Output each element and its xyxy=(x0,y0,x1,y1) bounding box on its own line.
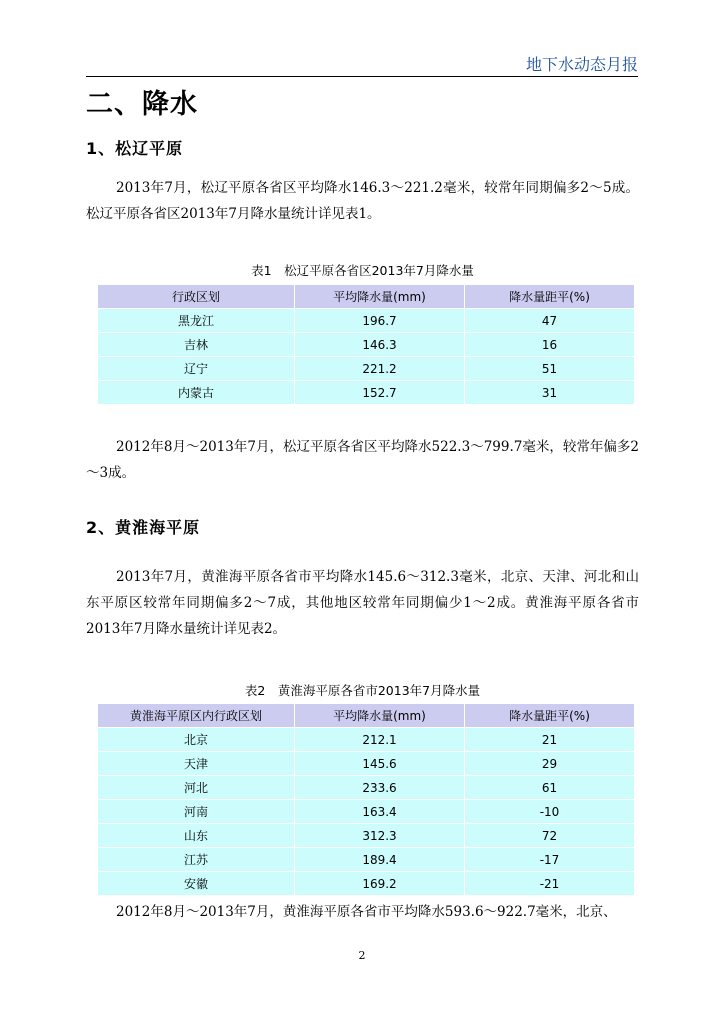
table-cell: 29 xyxy=(465,752,635,776)
table-cell: 山东 xyxy=(98,824,295,848)
table-cell: 233.6 xyxy=(295,776,465,800)
paragraph-huanghuaihai-annual: 2012年8月～2013年7月，黄淮海平原各省市平均降水593.6～922.7毫米，北京、 xyxy=(116,904,617,920)
table-cell: 152.7 xyxy=(295,381,465,405)
table-cell: 163.4 xyxy=(295,800,465,824)
paragraph-songliao-july: 2013年7月，松辽平原各省区平均降水146.3～221.2毫米，较常年同期偏多2～5成。松辽平原各省区2013年7月降水量统计详见表1。 xyxy=(86,180,639,222)
table-cell: 145.6 xyxy=(295,752,465,776)
table-cell: 51 xyxy=(465,357,635,381)
table-cell: 47 xyxy=(465,309,635,333)
table-cell: 河南 xyxy=(98,800,295,824)
table-row xyxy=(98,333,635,357)
column-header: 行政区划 xyxy=(98,285,295,309)
table-row xyxy=(98,824,635,848)
page-number: 2 xyxy=(358,949,366,962)
column-header: 降水量距平(%) xyxy=(465,285,635,309)
table-cell: 312.3 xyxy=(295,824,465,848)
table-cell: -21 xyxy=(465,872,635,896)
table-cell: 212.1 xyxy=(295,728,465,752)
table-cell: 江苏 xyxy=(98,848,295,872)
table-cell: 146.3 xyxy=(295,333,465,357)
table1-caption: 表1 松辽平原各省区2013年7月降水量 xyxy=(251,263,474,278)
table-row xyxy=(98,381,635,405)
table-cell: 169.2 xyxy=(295,872,465,896)
table-row xyxy=(98,848,635,872)
table-cell: -10 xyxy=(465,800,635,824)
table-cell: 河北 xyxy=(98,776,295,800)
table-row xyxy=(98,776,635,800)
table-row xyxy=(98,309,635,333)
header-divider xyxy=(86,76,638,77)
table-cell: 内蒙古 xyxy=(98,381,295,405)
table-row xyxy=(98,357,635,381)
table2-caption: 表2 黄淮海平原各省市2013年7月降水量 xyxy=(244,683,481,698)
table-cell: 吉林 xyxy=(98,333,295,357)
table-cell: 31 xyxy=(465,381,635,405)
table-cell: 黑龙江 xyxy=(98,309,295,333)
table-row xyxy=(98,800,635,824)
subsection-heading-huanghuaihai: 2、黄淮海平原 xyxy=(86,518,201,537)
table-header-row xyxy=(98,704,635,728)
table1-songliao-precipitation xyxy=(97,284,635,405)
column-header: 降水量距平(%) xyxy=(465,704,635,728)
paragraph-huanghuaihai-july: 2013年7月，黄淮海平原各省市平均降水145.6～312.3毫米，北京、天津、河北和山东平原区较常年同期偏多2～7成，其他地区较常年同期偏少1～2成。黄淮海平原各省市2013年7月降水量统计详见表2。 xyxy=(86,569,639,637)
table-cell: 辽宁 xyxy=(98,357,295,381)
table-row xyxy=(98,752,635,776)
table-cell: 天津 xyxy=(98,752,295,776)
paragraph-songliao-annual: 2012年8月～2013年7月，松辽平原各省区平均降水522.3～799.7毫米，较常年偏多2～3成。 xyxy=(86,439,639,481)
table-cell: 安徽 xyxy=(98,872,295,896)
table-cell: 72 xyxy=(465,824,635,848)
table-cell: 189.4 xyxy=(295,848,465,872)
subsection-heading-songliao: 1、松辽平原 xyxy=(86,139,184,158)
column-header: 平均降水量(mm) xyxy=(295,285,465,309)
section-title: 二、降水 xyxy=(86,89,198,120)
report-title: 地下水动态月报 xyxy=(525,55,638,74)
table-row xyxy=(98,872,635,896)
table-cell: 北京 xyxy=(98,728,295,752)
table-header-row xyxy=(98,285,635,309)
table-cell: 21 xyxy=(465,728,635,752)
table-cell: 221.2 xyxy=(295,357,465,381)
column-header: 平均降水量(mm) xyxy=(295,704,465,728)
column-header: 黄淮海平原区内行政区划 xyxy=(98,704,295,728)
table-cell: 61 xyxy=(465,776,635,800)
table-cell: 196.7 xyxy=(295,309,465,333)
table-cell: 16 xyxy=(465,333,635,357)
table-row xyxy=(98,728,635,752)
table-cell: -17 xyxy=(465,848,635,872)
table2-huanghuaihai-precipitation xyxy=(97,703,635,896)
